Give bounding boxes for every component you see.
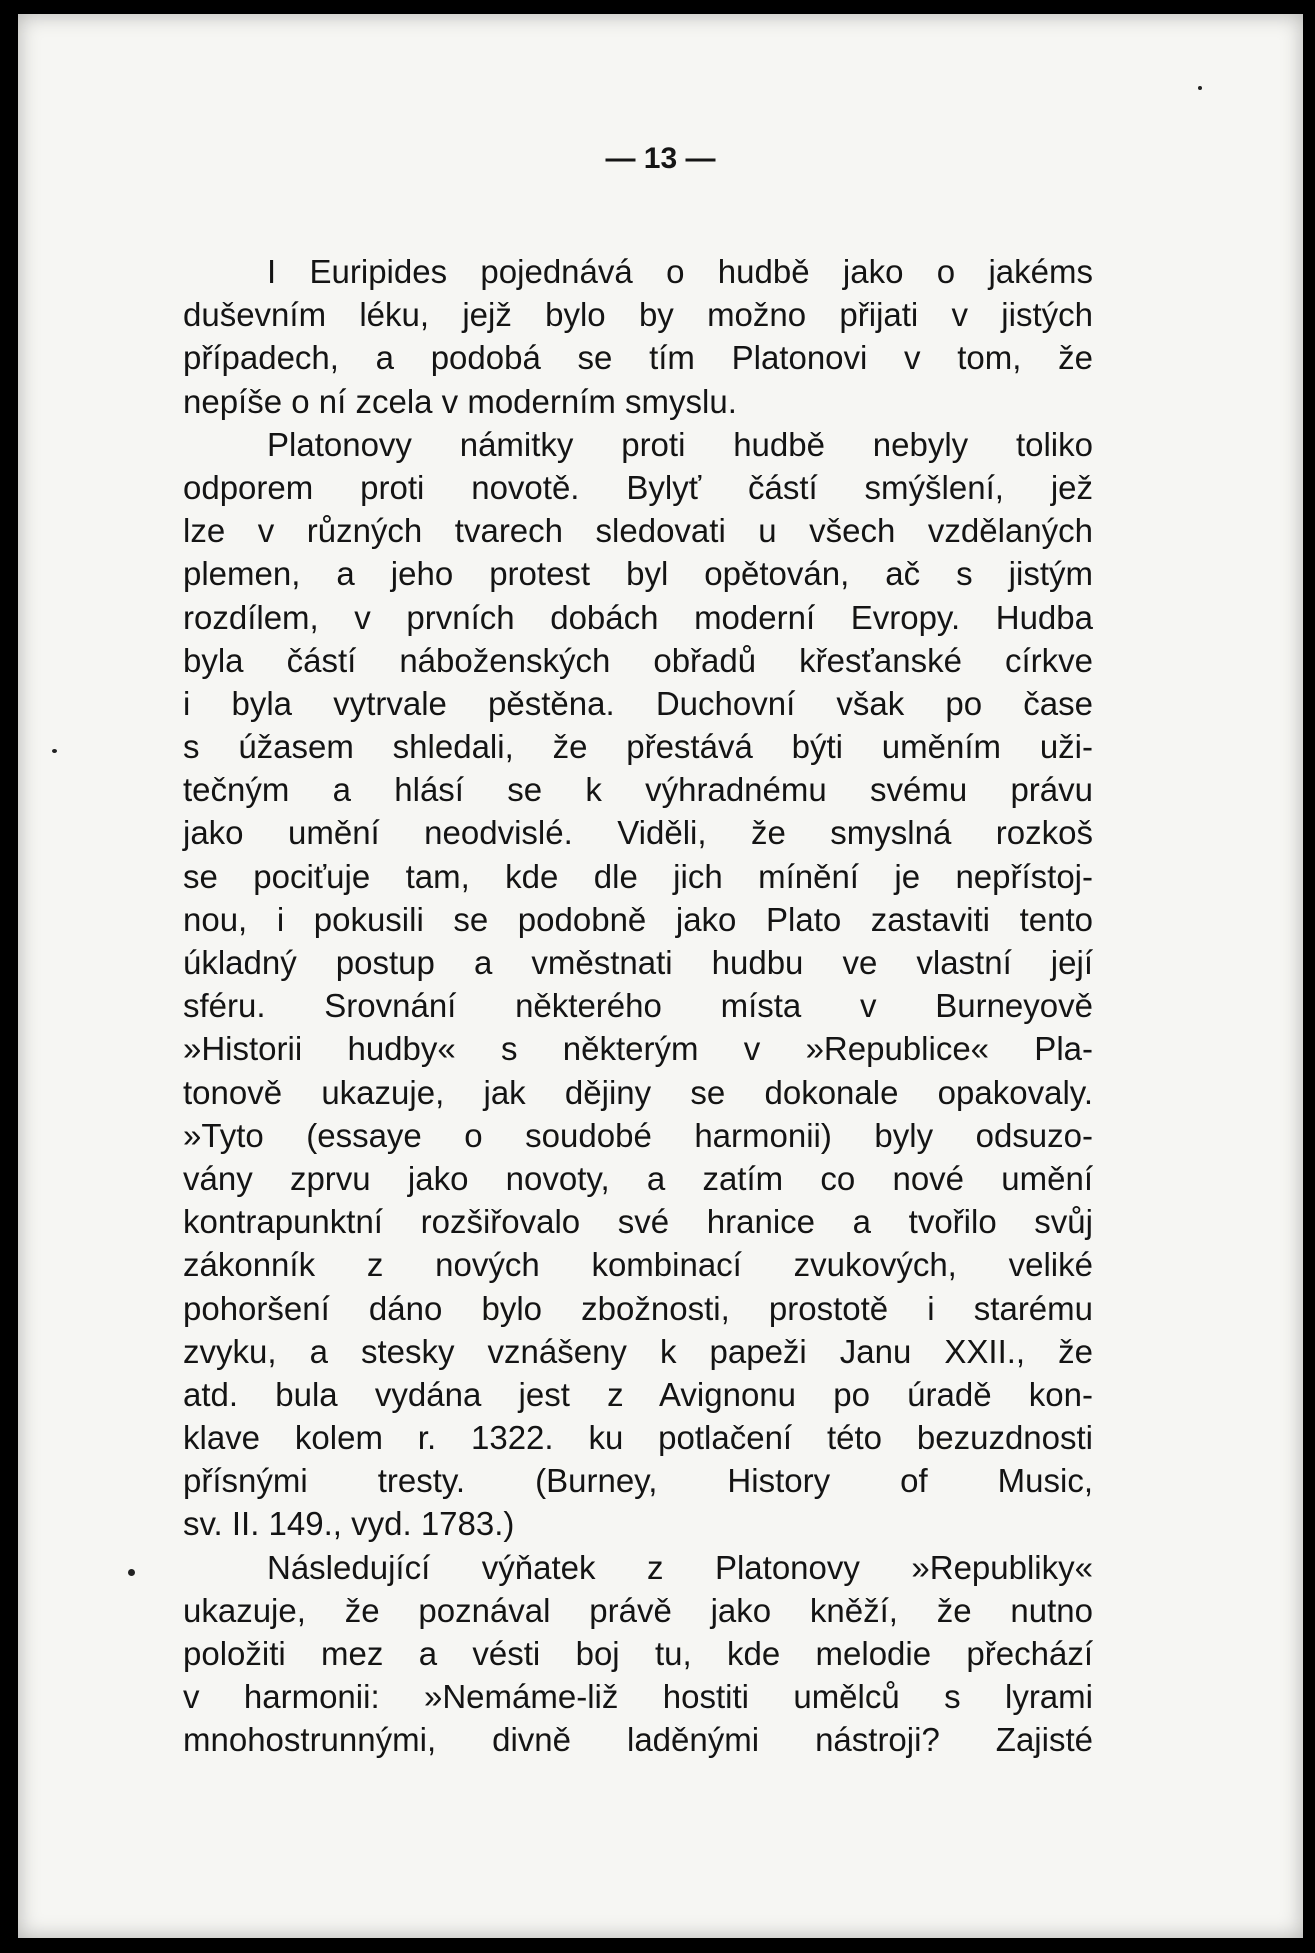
text-line: mnohostrunnými, divně laděnými nástroji? Zajisté	[183, 1721, 1093, 1759]
text-line: s úžasem shledali, že přestává býti uměním uži-	[183, 728, 1093, 766]
body-text	[183, 250, 1093, 1762]
text-line: i byla vytrvale pěstěna. Duchovní však po čase	[183, 684, 1093, 722]
text-line: sféru. Srovnání některého místa v Burneyově	[183, 987, 1093, 1025]
text-line: nepíše o ní zcela v moderním smyslu.	[183, 382, 737, 420]
text-line: tečným a hlásí se k výhradnému svému právu	[183, 771, 1093, 809]
text-line: jako umění neodvislé. Viděli, že smyslná rozkoš	[183, 814, 1093, 852]
text-line: plemen, a jeho protest byl opětován, ač s jistým	[183, 555, 1093, 593]
text-line: se pociťuje tam, kde dle jich mínění je nepřístoj-	[183, 857, 1093, 895]
scan-speck	[1198, 86, 1202, 90]
text-line: případech, a podobá se tím Platonovi v tom, že	[183, 339, 1093, 377]
text-line: zvyku, a stesky vznášeny k papeži Janu XXII., že	[183, 1332, 1093, 1370]
text-line: odporem proti novotě. Bylyť částí smýšlení, jež	[183, 468, 1093, 506]
text-line: byla částí náboženských obřadů křesťanské církve	[183, 641, 1093, 679]
text-line: lze v různých tvarech sledovati u všech vzdělaných	[183, 512, 1093, 550]
text-line: vány zprvu jako novoty, a zatím co nové umění	[183, 1159, 1093, 1197]
text-line: ukazuje, že poznával právě jako kněží, že nutno	[183, 1591, 1093, 1629]
text-line: položiti mez a vésti boj tu, kde melodie přechází	[183, 1635, 1093, 1672]
scan-speck	[52, 749, 57, 753]
text-line: rozdílem, v prvních dobách moderní Evropy. Hudba	[183, 598, 1093, 636]
text-line: zákonník z nových kombinací zvukových, veliké	[183, 1246, 1093, 1284]
book-page	[18, 14, 1303, 1938]
page-number: — 13 —	[605, 142, 716, 175]
text-line: pohoršení dáno bylo zbožnosti, prostotě i starému	[183, 1289, 1093, 1327]
text-line: klave kolem r. 1322. ku potlačení této bezuzdnosti	[183, 1419, 1093, 1457]
text-line: nou, i pokusili se podobně jako Plato zastaviti tento	[183, 900, 1093, 938]
text-line: »Historii hudby« s některým v »Republice« Pla-	[183, 1030, 1093, 1068]
text-line: Platonovy námitky proti hudbě nebyly toliko	[267, 425, 1093, 463]
text-line: duševním léku, jejž bylo by možno přijati v jistých	[183, 296, 1093, 334]
scan-speck	[128, 1569, 135, 1576]
text-line: sv. II. 149., vyd. 1783.)	[183, 1505, 515, 1543]
text-line: »Tyto (essaye o soudobé harmonii) byly odsuzo-	[183, 1116, 1093, 1154]
text-line: kontrapunktní rozšiřovalo své hranice a tvořilo svůj	[183, 1203, 1093, 1241]
text-line: atd. bula vydána jest z Avignonu po úradě kon-	[183, 1375, 1093, 1413]
text-line: I Euripides pojednává o hudbě jako o jakéms	[267, 253, 1093, 290]
text-line: úkladný postup a vměstnati hudbu ve vlastní její	[183, 944, 1093, 981]
text-line: v harmonii: »Nemáme-liž hostiti umělců s lyrami	[183, 1678, 1093, 1716]
text-line: Následující výňatek z Platonovy »Republiky«	[267, 1548, 1093, 1586]
text-line: tonově ukazuje, jak dějiny se dokonale opakovaly.	[183, 1073, 1093, 1111]
text-line: přísnými tresty. (Burney, History of Music,	[183, 1462, 1093, 1500]
